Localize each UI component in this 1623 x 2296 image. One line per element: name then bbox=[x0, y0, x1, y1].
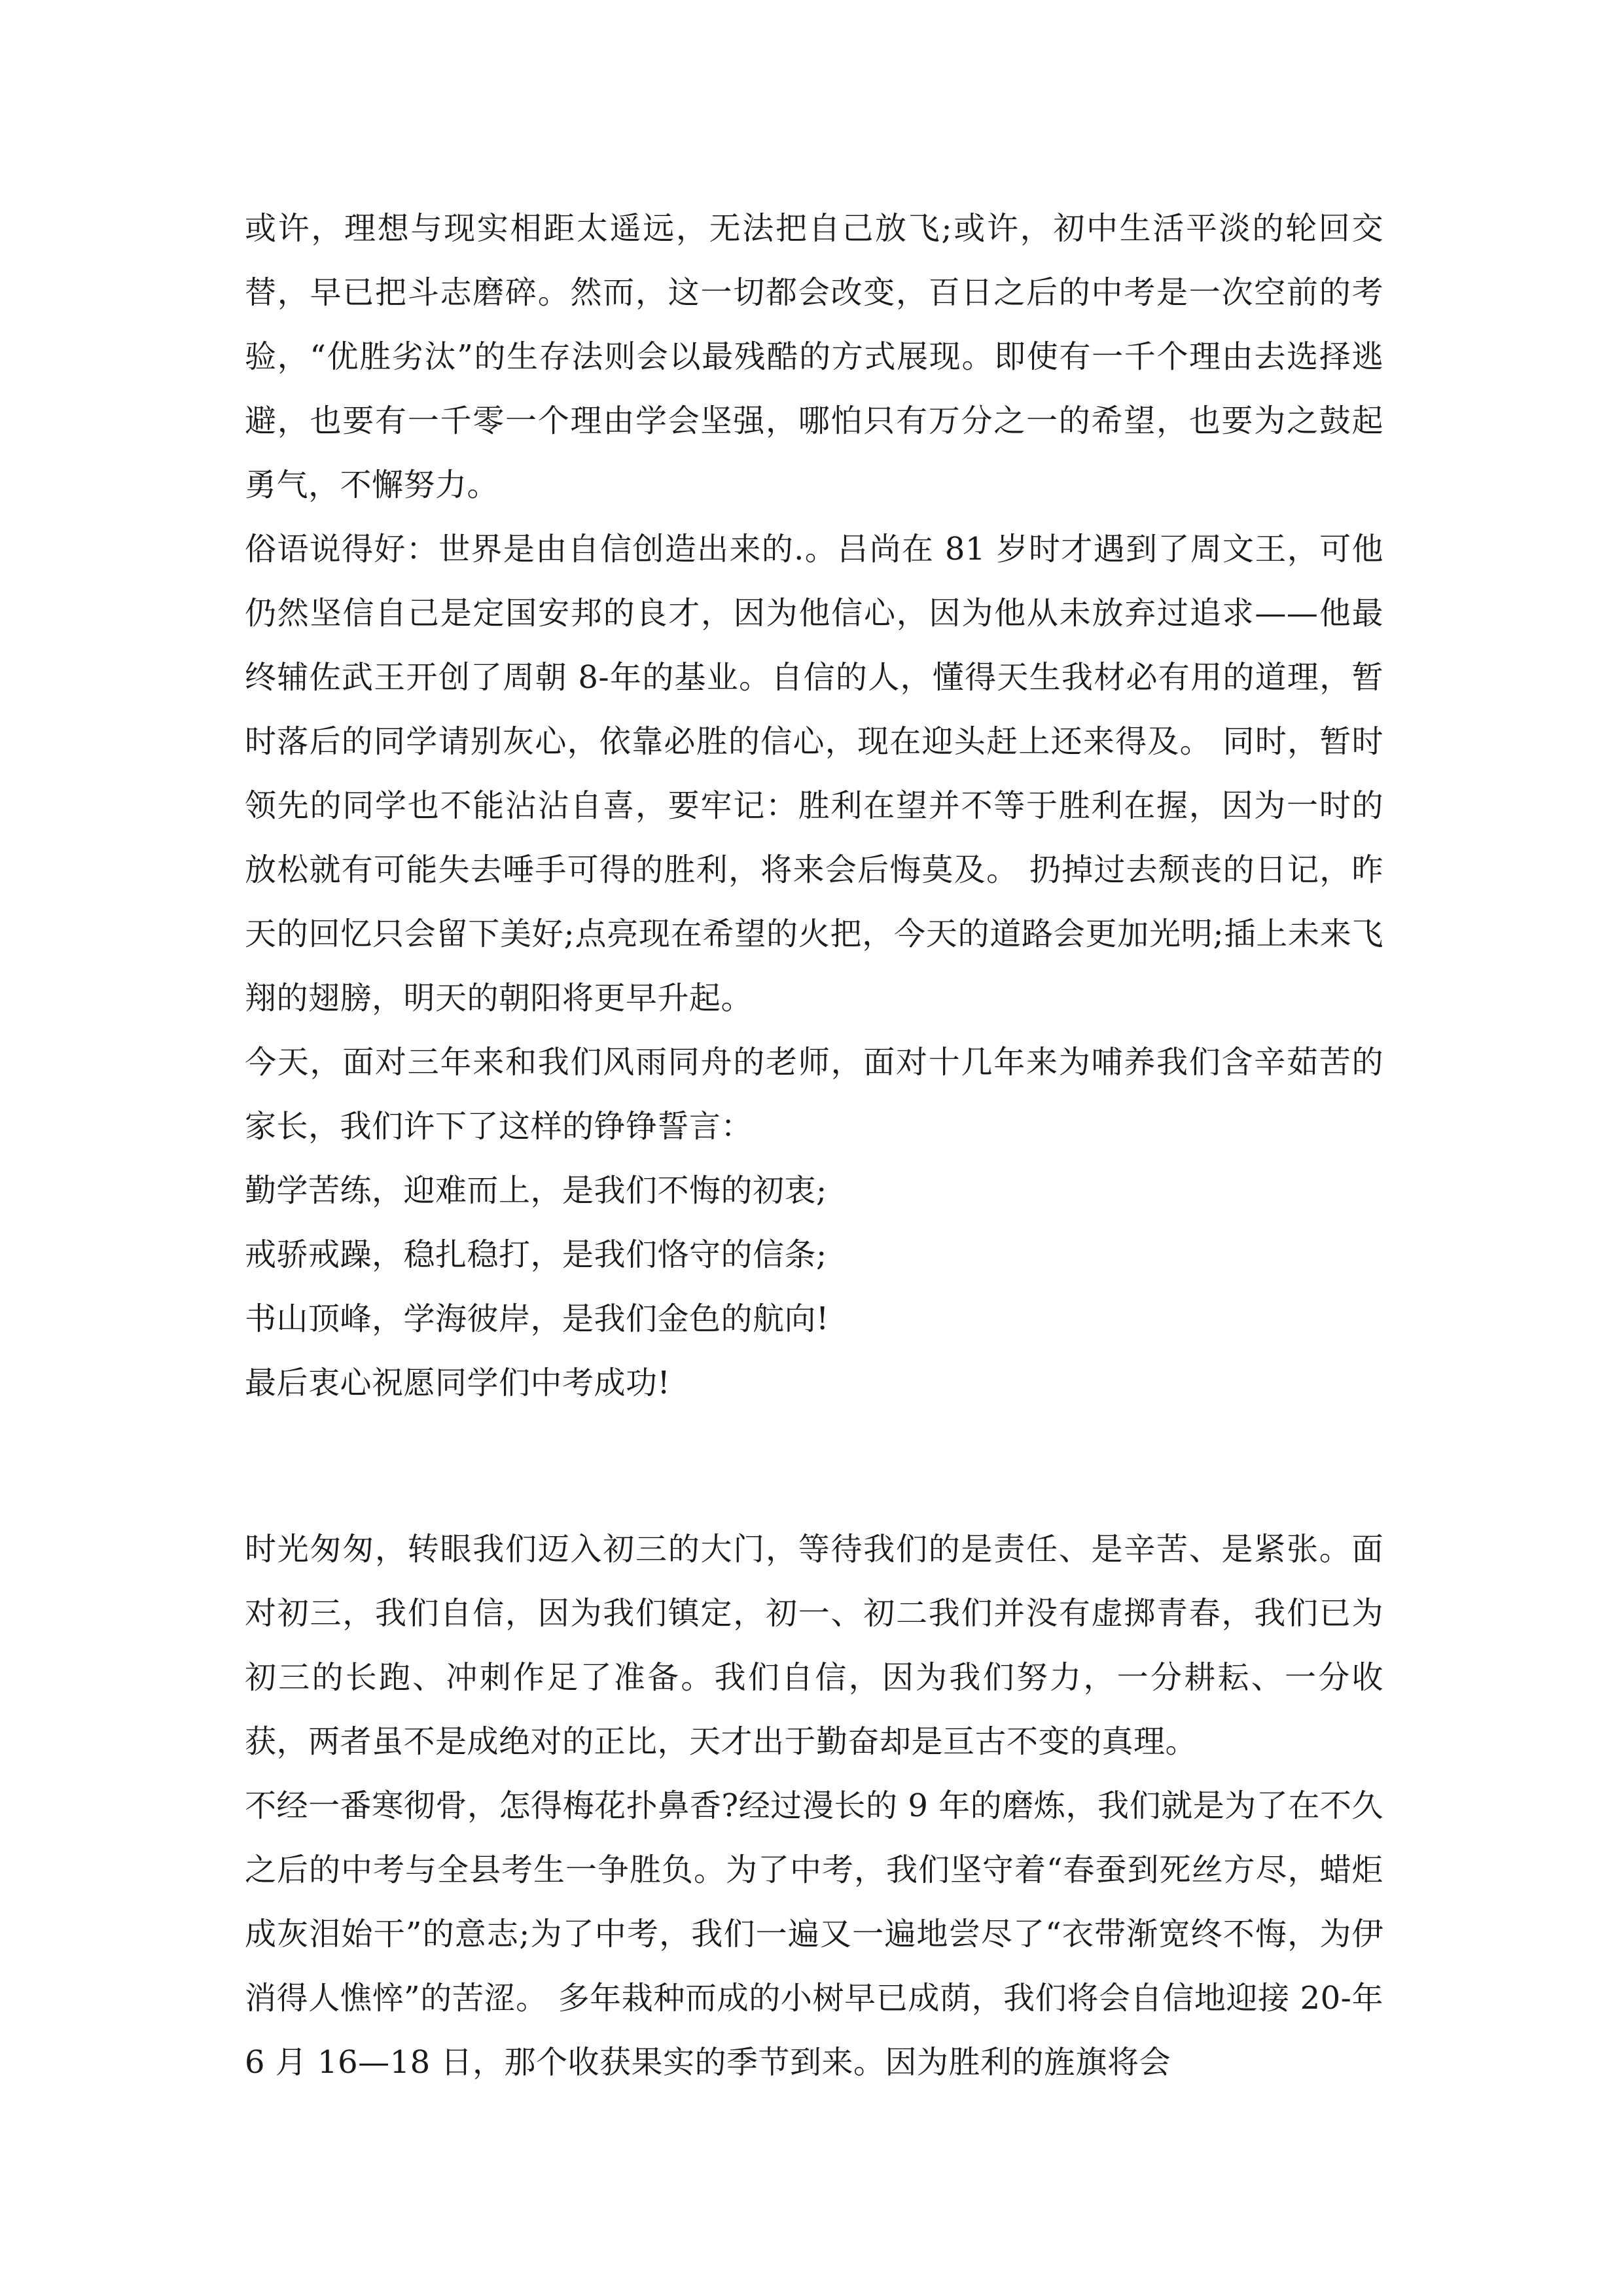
paragraph: 勤学苦练，迎难而上，是我们不悔的初衷; bbox=[245, 1172, 827, 1209]
paragraph: 不经一番寒彻骨，怎得梅花扑鼻香?经过漫长的 9 年的磨炼，我们就是为了在不久之后的中考与全县考生一争胜负。为了中考，我们坚守着“春蚕到死丝方尽，蜡炬成灰泪始干”的意志;为了中考，我们一遍又一遍地尝尽了“衣带渐宽终不悔，为伊消得人憔悴”的苦涩。 多年栽种而成的小树早已成荫，我们将会自信地迎接 20-年 6 月 16—18 日，那个收获果实的季节到来。因为胜利的旌旗将会 bbox=[245, 1787, 1383, 2081]
section-gap bbox=[245, 1415, 1383, 1517]
document-body bbox=[245, 196, 1383, 2094]
paragraph: 戒骄戒躁，稳扎稳打，是我们恪守的信条; bbox=[245, 1236, 827, 1273]
paragraph: 今天，面对三年来和我们风雨同舟的老师，面对十几年来为哺养我们含辛茹苦的家长，我们许下了这样的铮铮誓言： bbox=[245, 1044, 1383, 1145]
paragraph: 俗语说得好：世界是由自信创造出来的.。吕尚在 81 岁时才遇到了周文王，可他仍然坚信自己是定国安邦的良才，因为他信心，因为他从未放弃过追求——他最终辅佐武王开创了周朝 8-年的基业。自信的人，懂得天生我材必有用的道理，暂时落后的同学请别灰心，依靠必胜的信心，现在迎头赶上还来得及。 同时，暂时领先的同学也不能沾沾自喜，要牢记：胜利在望并不等于胜利在握，因为一时的放松就有可能失去唾手可得的胜利，将来会后悔莫及。 扔掉过去颓丧的日记，昨天的回忆只会留下美好;点亮现在希望的火把，今天的道路会更加光明;插上未来飞翔的翅膀，明天的朝阳将更早升起。 bbox=[245, 531, 1383, 1016]
paragraph: 书山顶峰，学海彼岸，是我们金色的航向! bbox=[245, 1300, 829, 1337]
paragraph: 最后衷心祝愿同学们中考成功! bbox=[245, 1365, 671, 1401]
text-block-2 bbox=[245, 1517, 1383, 2094]
text-block-1 bbox=[245, 196, 1383, 1415]
paragraph: 或许，理想与现实相距太遥远，无法把自己放飞;或许，初中生活平淡的轮回交替，早已把斗志磨碎。然而，这一切都会改变，百日之后的中考是一次空前的考验，“优胜劣汰”的生存法则会以最残酷的方式展现。即使有一千个理由去选择逃避，也要有一千零一个理由学会坚强，哪怕只有万分之一的希望，也要为之鼓起勇气，不懈努力。 bbox=[245, 210, 1383, 503]
paragraph: 时光匆匆，转眼我们迈入初三的大门，等待我们的是责任、是辛苦、是紧张。面对初三，我们自信，因为我们镇定，初一、初二我们并没有虚掷青春，我们已为初三的长跑、冲刺作足了准备。我们自信，因为我们努力，一分耕耘、一分收获，两者虽不是成绝对的正比，天才出于勤奋却是亘古不变的真理。 bbox=[245, 1531, 1383, 1760]
